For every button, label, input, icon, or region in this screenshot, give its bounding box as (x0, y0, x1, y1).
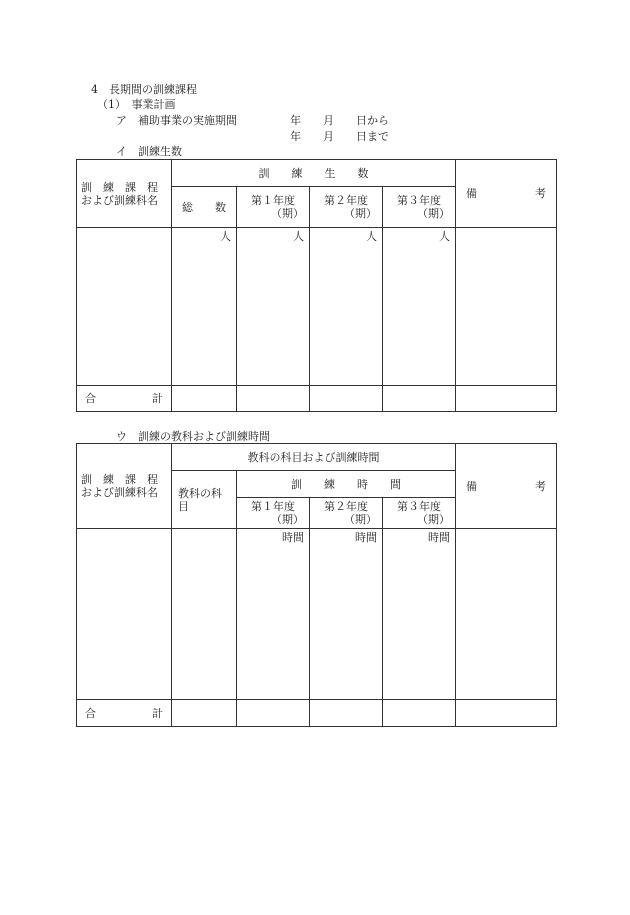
remarks-header: 備 考 (456, 444, 557, 529)
year1-cell[interactable]: 時間 (237, 529, 310, 700)
sum-label: 合 計 (77, 700, 172, 727)
subject-cell[interactable] (172, 529, 237, 700)
year3-header: 第３年度 （期） (383, 187, 456, 228)
year3-cell[interactable]: 時間 (383, 529, 456, 700)
year2-cell[interactable]: 時間 (310, 529, 383, 700)
subsection-heading: （1） 事業計画 (97, 98, 176, 111)
period-to: 年 月 日まで (290, 130, 389, 143)
remarks-header: 備 考 (456, 160, 557, 228)
year1-header: 第１年度 （期） (237, 498, 310, 529)
section-heading: 4 長期間の訓練課程 (91, 83, 197, 96)
year1-cell[interactable]: 人 (237, 228, 310, 386)
sum-subject-cell[interactable] (172, 700, 237, 727)
year2-cell[interactable]: 人 (310, 228, 383, 386)
trainee-count-table (76, 159, 557, 412)
subjects-group-header: 教科の科目および訓練時間 (172, 444, 456, 471)
year3-header: 第３年度 （期） (383, 498, 456, 529)
sum-year3-cell[interactable] (383, 386, 456, 412)
remarks-cell[interactable] (456, 228, 557, 386)
sum-year1-cell[interactable] (237, 386, 310, 412)
item-i-label: イ 訓練生数 (116, 145, 182, 158)
total-header: 総 数 (172, 187, 237, 228)
course-header: 訓 練 課 程 および訓練科名 (77, 160, 172, 228)
sum-total-cell[interactable] (172, 386, 237, 412)
total-cell[interactable]: 人 (172, 228, 237, 386)
course-cell[interactable] (77, 228, 172, 386)
sum-label: 合 計 (77, 386, 172, 412)
training-hours-table (76, 443, 557, 727)
subject-header: 教科の科 目 (172, 471, 237, 529)
year3-cell[interactable]: 人 (383, 228, 456, 386)
course-cell[interactable] (77, 529, 172, 700)
item-u-label: ウ 訓練の教科および訓練時間 (116, 430, 270, 443)
year1-header: 第１年度 （期） (237, 187, 310, 228)
sum-year2-cell[interactable] (310, 386, 383, 412)
sum-year1-cell[interactable] (237, 700, 310, 727)
year2-header: 第２年度 （期） (310, 498, 383, 529)
sum-remarks-cell[interactable] (456, 386, 557, 412)
sum-year3-cell[interactable] (383, 700, 456, 727)
sum-remarks-cell[interactable] (456, 700, 557, 727)
item-a-label: ア 補助事業の実施期間 (116, 114, 237, 127)
sum-year2-cell[interactable] (310, 700, 383, 727)
course-header: 訓 練 課 程 および訓練科名 (77, 444, 172, 529)
year2-header: 第２年度 （期） (310, 187, 383, 228)
remarks-cell[interactable] (456, 529, 557, 700)
hours-group-header: 訓 練 時 間 (237, 471, 456, 498)
period-from: 年 月 日から (290, 114, 389, 127)
trainees-group-header: 訓 練 生 数 (172, 160, 456, 187)
